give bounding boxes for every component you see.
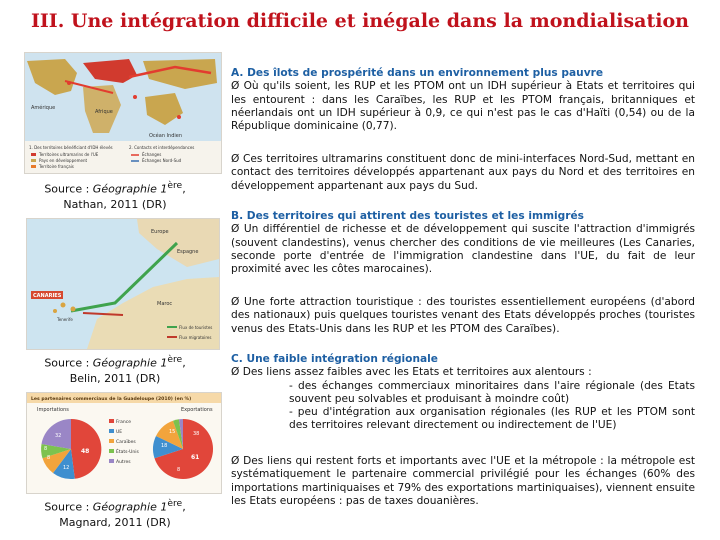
imports-value: 48	[81, 448, 90, 455]
world-map-figure	[24, 52, 222, 174]
map1-legend-item: Échanges Nord-Sud	[142, 158, 182, 163]
chart-legend-item: Caraïbes	[116, 440, 136, 445]
section-b-paragraph-1: Ø Un différentiel de richesse et de développement qui suscite l'attraction d'immigrés (souvent clandestins), venus chercher des conditions de vie meilleures (Les Canaries, seconde porte d'entrée de l'immigration clandestine dans l'UE, du fait de leur proximité avec les côtes marocaines).	[231, 223, 695, 276]
exports-pie	[153, 419, 213, 479]
exports-value: 38	[193, 431, 200, 437]
canaries-map-figure	[26, 218, 220, 350]
section-c	[231, 353, 695, 433]
map2-label-canaries: CANARIES	[33, 293, 62, 299]
section-a-heading: A. Des îlots de prospérité dans un environnement plus pauvre	[231, 67, 604, 79]
map2-label-morocco: Maroc	[157, 301, 173, 307]
imports-value: 8	[47, 455, 51, 461]
chart-legend-item: États-Unis	[116, 450, 139, 455]
map2-label-tenerife: Tenerife	[57, 317, 73, 322]
chart-legend	[109, 419, 139, 465]
exports-value: 61	[191, 454, 200, 461]
exports-value: 15	[169, 429, 176, 435]
map2-label-spain: Espagne	[177, 249, 199, 255]
exports-value: 8	[177, 467, 181, 473]
chart-exports-label: Exportations	[181, 407, 213, 413]
map1-legend-item: Territoires ultramarins de l'UE	[39, 152, 99, 157]
imports-value: 12	[63, 465, 70, 471]
section-b-paragraph-2: Ø Une forte attraction touristique : des touristes essentiellement européens (d'abord des nationaux) puis quelques touristes venant des Etats développés proches (touristes venus des Etats-Unis dans les RUP et les PTOM des Caraïbes).	[231, 296, 695, 335]
map1-legend-heading-left: 1. Des territoires bénéficiant d'IDH élevés	[29, 145, 113, 150]
map1-label-america: Amérique	[31, 105, 56, 111]
section-a-paragraph-1: Ø Où qu'ils soient, les RUP et les PTOM ont un IDH supérieur à Etats et territoires qui les entourent : dans les Caraïbes, les RUP et les PTOM français, britanniques et néerlandais ont un IDH supérieur à 0,9, ce qui n'est pas le cas d'Haïti (0,54) ou de la République dominicaine (0,77).	[231, 80, 695, 133]
chart-legend-item: UE	[116, 430, 123, 435]
source-caption-3: Source : Géographie 1ère, Magnard, 2011 (DR)	[44, 498, 186, 529]
map2-legend-tourists: Flux de touristes	[179, 325, 213, 330]
map1-legend-item: Pays en développement	[39, 158, 88, 163]
page-title: III. Une intégration difficile et inégale dans la mondialisation	[31, 10, 689, 32]
source-caption-1: Source : Géographie 1ère, Nathan, 2011 (DR)	[44, 180, 186, 211]
section-c-part-2	[231, 455, 695, 508]
section-a-part-2	[231, 153, 695, 193]
map1-label-indian-ocean: Océan Indien	[149, 133, 183, 139]
imports-pie	[41, 419, 101, 479]
chart-imports-label: Importations	[37, 407, 69, 413]
section-c-subpoint-2: - peu d'intégration aux organisation régionales (les RUP et les PTOM sont des territoires relevant directement ou indirectement de l'UE)	[289, 406, 695, 432]
section-b-heading: B. Des territoires qui attirent des touristes et les immigrés	[231, 210, 584, 222]
trade-partners-figure	[26, 392, 222, 494]
map1-label-africa: Afrique	[95, 109, 113, 115]
section-c-paragraph-2: Ø Des liens qui restent forts et importants avec l'UE et la métropole : la métropole est systématiquement le partenaire commercial privilégié pour les échanges (60% des importations martiniquaises et 79% des exportations martiniquaises), viennent ensuite les Etats européens : pas de taxes douanières.	[231, 455, 695, 507]
section-c-paragraph-1: Ø Des liens assez faibles avec les Etats et territoires aux alentours :	[231, 366, 592, 379]
chart-legend-item: Autres	[116, 460, 131, 465]
imports-value: 32	[55, 433, 62, 439]
map1-legend-heading-right: 2. Contacts et interdépendances	[129, 145, 195, 150]
map2-legend-migrants: Flux migratoires	[179, 335, 212, 340]
map1-legend-item: Échanges	[142, 152, 162, 157]
imports-value: 8	[44, 446, 48, 452]
map2-label-europe: Europe	[151, 229, 169, 235]
chart-legend-item: France	[116, 420, 131, 425]
exports-value: 18	[161, 443, 168, 449]
section-b	[231, 210, 695, 276]
section-c-heading: C. Une faible intégration régionale	[231, 353, 438, 365]
section-a	[231, 67, 695, 133]
chart-title: Les partenaires commerciaux de la Guadeloupe (2010) (en %)	[31, 397, 192, 402]
section-a-paragraph-2: Ø Ces territoires ultramarins constituent donc de mini-interfaces Nord-Sud, mettant en contact des territoires développés appartenant aux pays du Nord et des territoires en développement appartenant aux pays du Sud.	[231, 153, 695, 192]
map1-legend-item: Territoire français	[39, 164, 74, 169]
source-caption-2: Source : Géographie 1ère, Belin, 2011 (DR)	[44, 354, 186, 385]
section-b-part-2	[231, 296, 695, 336]
section-c-subpoint-1: - des échanges commerciaux minoritaires dans l'aire régionale (des Etats souvent peu solvables et produisant à moindre coût)	[289, 379, 695, 405]
